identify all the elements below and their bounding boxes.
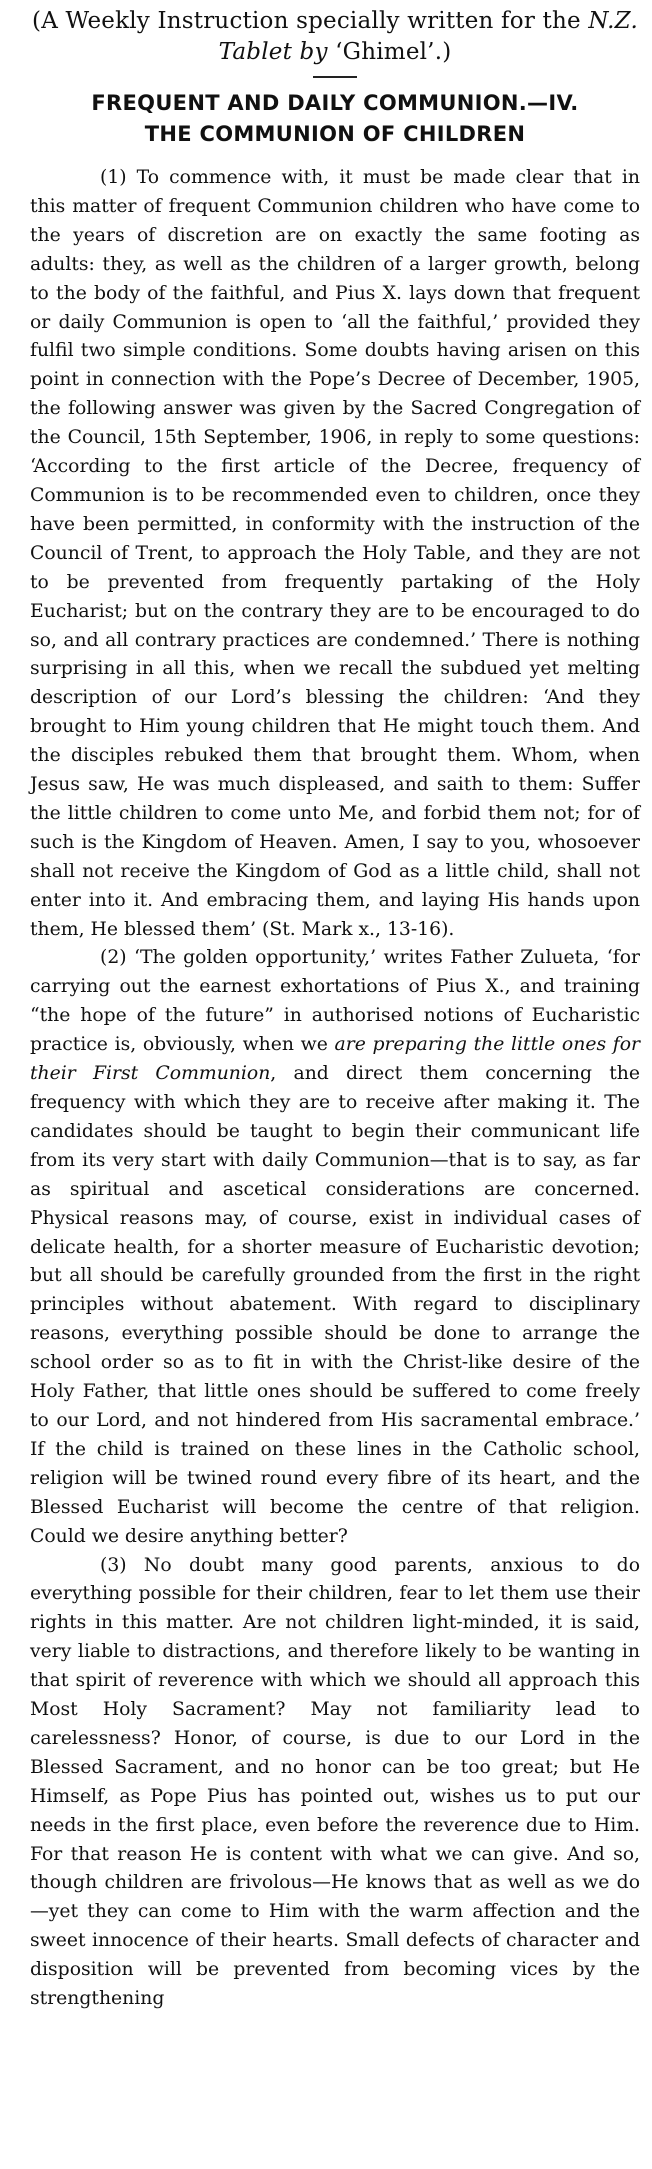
publication-name: Tablet by (218, 39, 328, 65)
author-pen-name: ‘Ghimel’.) (327, 39, 452, 65)
article-title-line-1: FREQUENT AND DAILY COMMUNION.—IV. (91, 91, 579, 115)
paragraph-2-text-b: , and direct them concerning the frequency with which they are to receive after making it. The candidates should be taught to begin their communicant life from its very start with daily Communion—that is to say, as far as spiritual and ascetical considerations are concerned. Physical reasons may, of course, exist in individual cases of delicate health, for a shorter measure of Eucharistic devotion; but all should be carefully grounded from the first in the right principles without abatement. With regard to disciplinary reasons, everything possible should be done to arrange the school order so as to fit in with the Christ-like desire of the Holy Father, that little ones should be suffered to come freely to our Lord, and not hindered from His sacramental embrace.’ If the child is trained on these lines in the Catholic school, religion will be twined round every fibre of its heart, and the Blessed Eucharist will become the centre of that religion. Could we desire anything better? (30, 1063, 640, 1547)
paragraph-2-text-a: (2) ‘The golden opportunity,’ writes Father Zulueta, ‘for carrying out the earnest exhortations of Pius X., and training “the hope of the future” in authorised notions of Eucharistic practice is, obviously, when we (30, 947, 640, 1056)
publication-abbrev: N.Z. (588, 8, 638, 34)
paragraph-2-emphasis: are preparing the little ones for their First Communion (30, 1034, 640, 1085)
paragraph-3: (3) No doubt many good parents, anxious to do everything possible for their children, fear to let them use their rights in this matter. Are not children light-minded, it is said, very liable to distractions, and therefore likely to be wanting in that spirit of reverence with which we should all approach this Most Holy Sacrament? May not familiarity lead to carelessness? Honor, of course, is due to our Lord in the Blessed Sacrament, and no honor can be too great; but He Himself, as Pope Pius has pointed out, wishes us to put our needs in the first place, even before the reverence due to Him. For that reason He is content with what we can give. And so, though children are frivolous—He knows that as well as we do—yet they can come to Him with the warm affection and the sweet innocence of their hearts. Small defects of character and disposition will be prevented from becoming vices by the strengthening (30, 1554, 640, 2010)
paragraph-1: (1) To commence with, it must be made clear that in this matter of frequent Communion children who have come to the years of discretion are on exactly the same footing as adults: they, as well as the children of a larger growth, belong to the body of the faithful, and Pius X. lays down that frequent or daily Communion is open to ‘all the faithful,’ provided they fulfil two simple conditions. Some doubts having arisen on this point in connection with the Pope’s Decree of December, 1905, the following answer was given by the Sacred Congregation of the Council, 15th September, 1906, in reply to some questions: ‘According to the first article of the Decree, frequency of Communion is to be recommended even to children, once they have been permitted, in conformity with the instruction of the Council of Trent, to approach the Holy Table, and they are not to be prevented from frequently partaking of the Holy Eucharist; but on the contrary they are to be encouraged to do so, and all contrary practices are condemned.’ There is nothing surprising in all this, when we recall the subdued yet melting description of our Lord’s blessing the children: ‘And they brought to Him young children that He might touch them. And the disciples rebuked them that brought them. Whom, when Jesus saw, He was much displeased, and saith to them: Suffer the little children to come unto Me, and forbid them not; for of such is the Kingdom of Heaven. Amen, I say to you, whosoever shall not receive the Kingdom of God as a little child, shall not enter into it. And embracing them, and laying His hands upon them, He blessed them’ (St. Mark x., 13-16). (30, 167, 640, 940)
intro-note (30, 6, 640, 68)
section-divider (313, 76, 357, 78)
article-body (30, 164, 640, 2014)
intro-text: (A Weekly Instruction specially written for the (32, 8, 589, 34)
article-subtitle: THE COMMUNION OF CHILDREN (144, 122, 526, 146)
paragraph-2 (30, 944, 640, 1551)
article-title (30, 88, 640, 150)
